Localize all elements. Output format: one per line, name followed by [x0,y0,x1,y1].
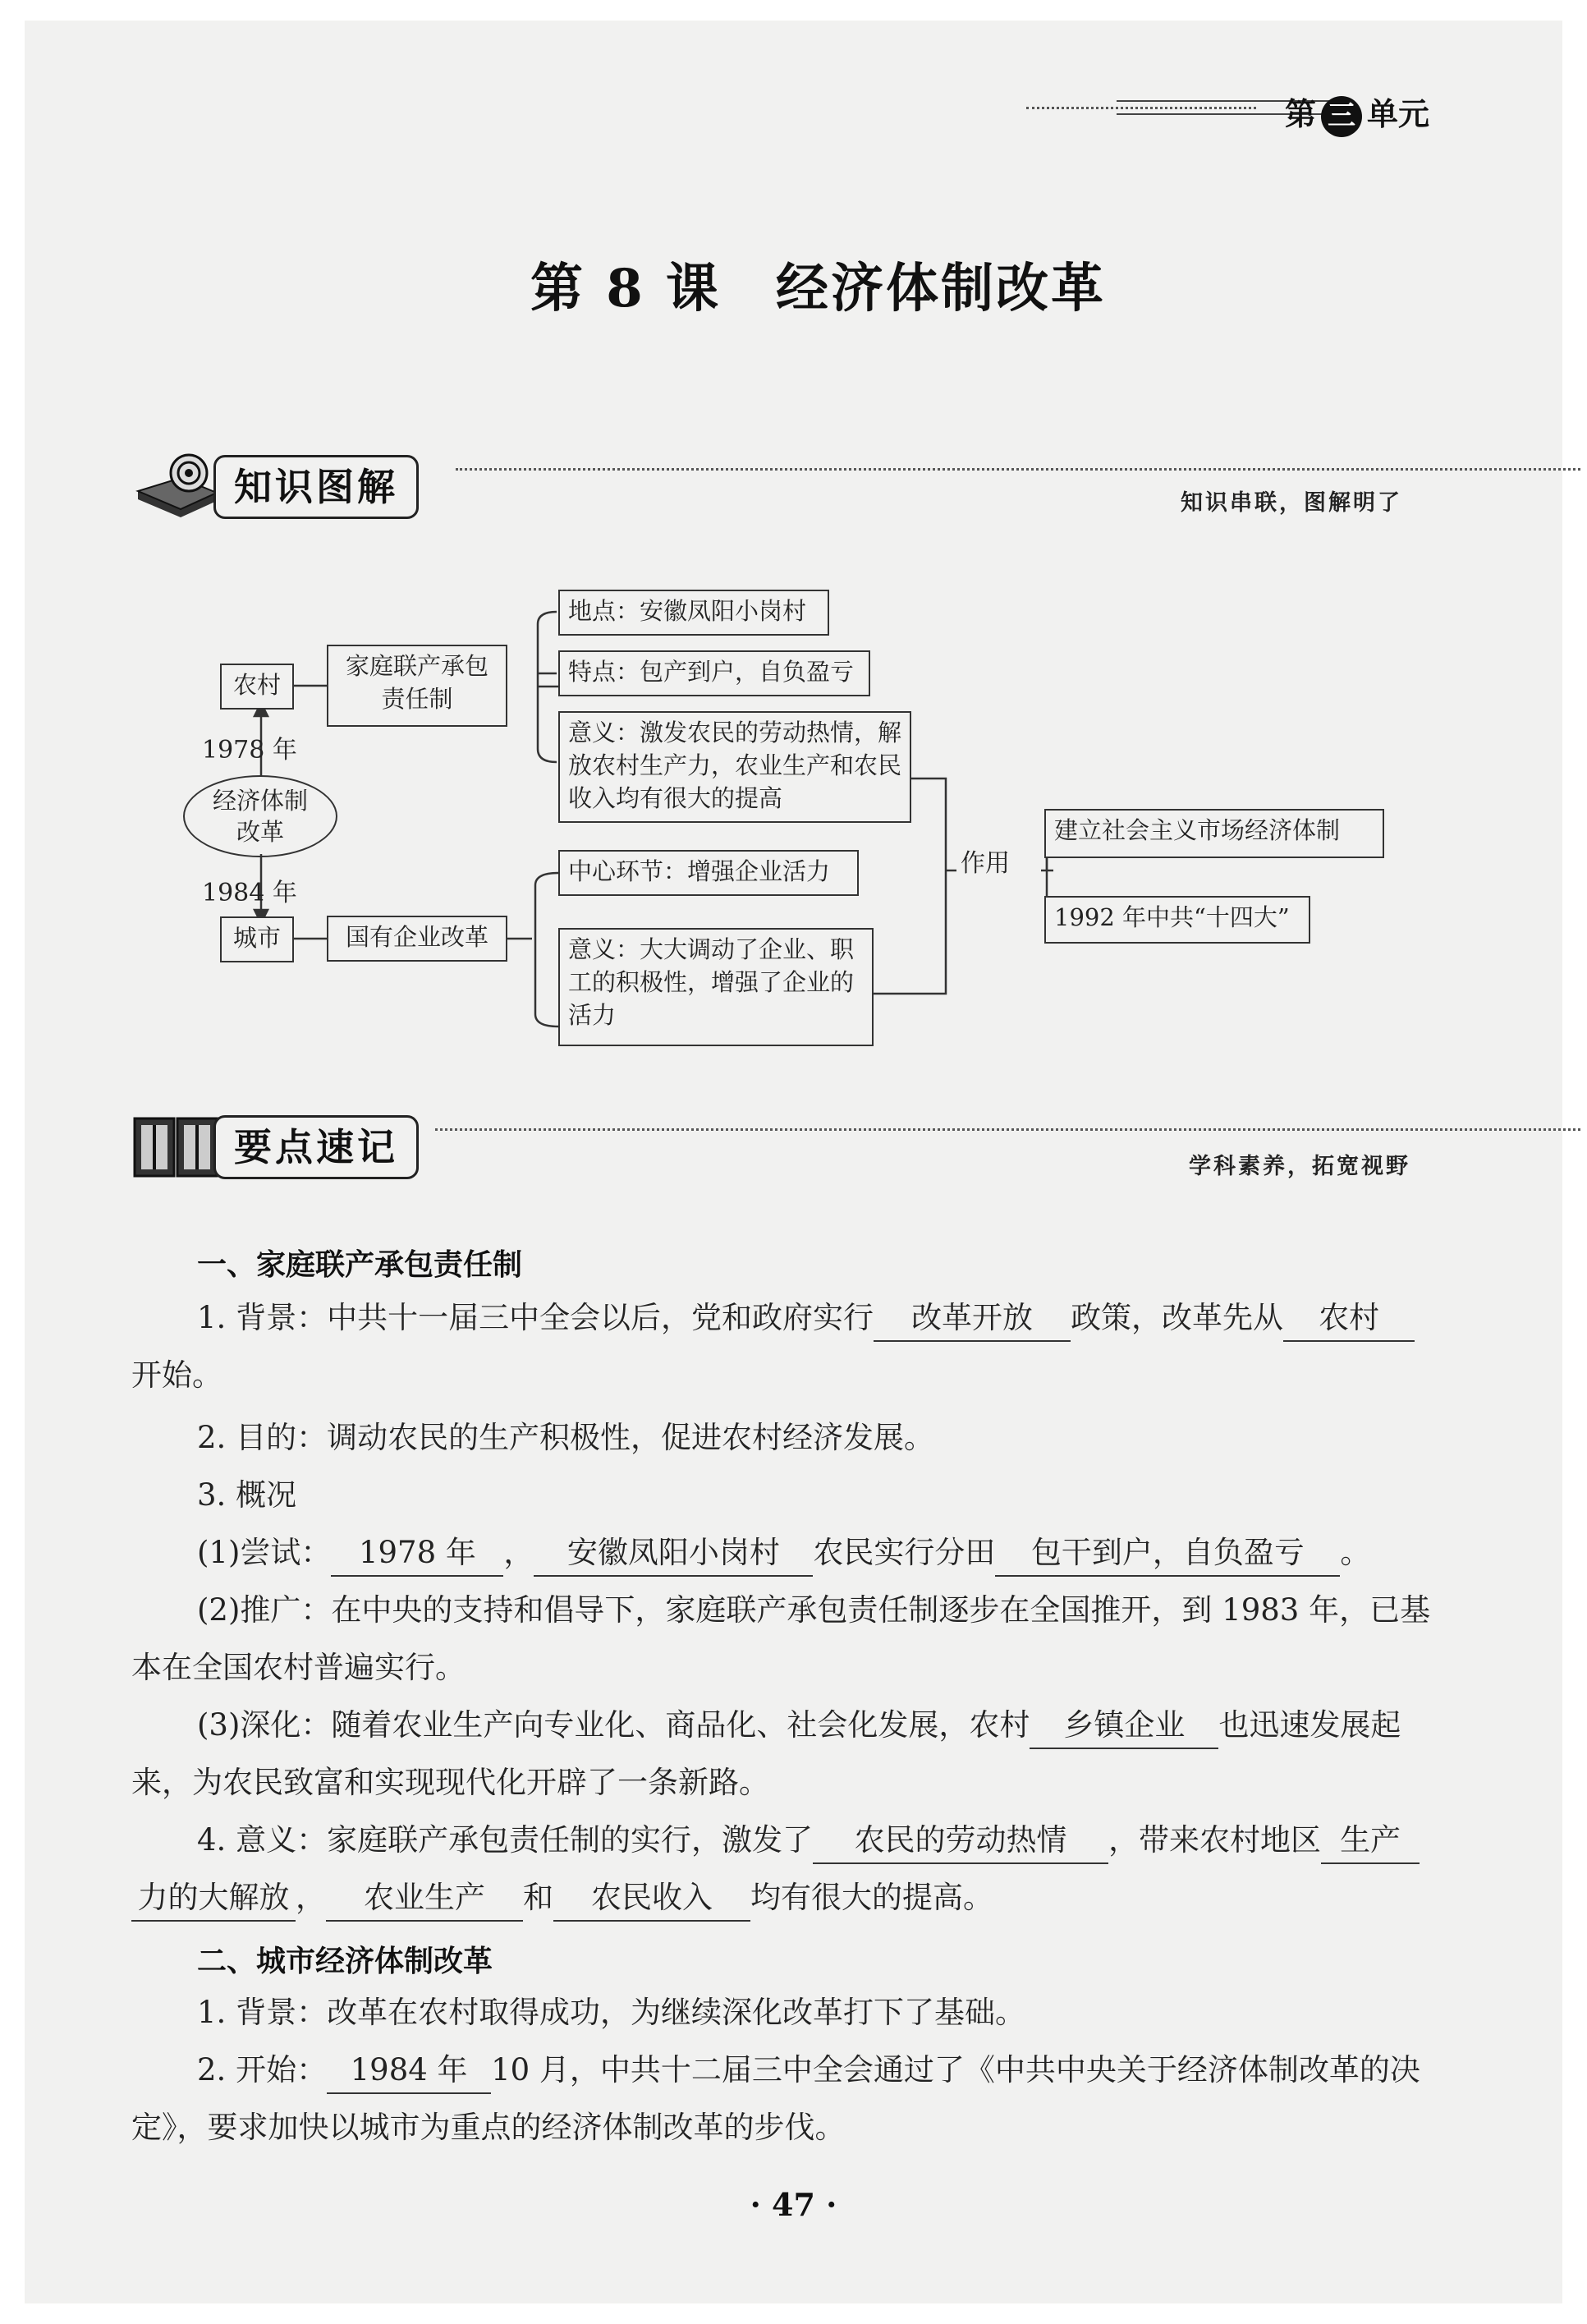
node-place: 地点：安徽凤阳小岗村 [558,590,829,636]
heading-city-reform: 二、城市经济体制改革 [197,1945,493,1978]
heading-household-responsibility: 一、家庭联产承包责任制 [197,1248,523,1282]
book-target-icon [131,450,222,524]
paragraph-city-background: 1. 背景：改革在农村取得成功，为继续深化改革打下了基础。 [197,1995,1026,2030]
node-center-reform: 经济体制改革 [183,775,337,857]
unit-header [1026,89,1453,130]
section-subtitle: 知识串联，图解明了 [1181,490,1402,516]
node-household-responsibility: 家庭联产承包责任制 [327,645,507,727]
unit-number-badge: 三 [1321,96,1362,137]
node-meaning-city: 意义：大大调动了企业、职工的积极性，增强了企业的活力 [558,928,874,1046]
node-effect-label: 作用 [961,849,1010,878]
node-countryside: 农村 [220,664,294,710]
unit-label: 第 三 单元 [1285,89,1429,137]
node-market-economy: 建立社会主义市场经济体制 [1044,809,1384,858]
page-number: · 47 · [750,2186,837,2223]
paragraph-overview: 3. 概况 [197,1477,297,1513]
paragraph-deepening: (3)深化：随着农业生产向专业化、商品化、社会化发展，农村 乡镇企业 也迅速发展起来，为农民致富和实现现代化开辟了一条新路。 [131,1697,1445,1812]
open-book-icon [131,1110,222,1184]
node-soe-reform: 国有企业改革 [327,916,507,962]
node-city: 城市 [220,916,294,962]
node-year-1978: 1978 年 [202,736,297,765]
node-fourteenth-congress: 1992 年中共“十四大” [1044,896,1310,944]
paragraph-promotion: (2)推广：在中央的支持和倡导下，家庭联产承包责任制逐步在全国推开，到 1983 年，已基本在全国农村普遍实行。 [131,1592,1431,1685]
paragraph-purpose: 2. 目的：调动农民的生产积极性，促进农村经济发展。 [197,1420,935,1455]
node-year-1984: 1984 年 [202,879,297,907]
node-meaning-countryside: 意义：激发农民的劳动热情，解放农村生产力，农业生产和农民收入均有很大的提高 [558,711,911,823]
section-label: 要点速记 [213,1115,419,1179]
lesson-title: 第 8 课 经济体制改革 [530,258,1107,319]
section-label: 知识图解 [213,455,419,519]
node-core-link: 中心环节：增强企业活力 [558,850,859,896]
paragraph-significance: 4. 意义：家庭联产承包责任制的实行，激发了 农民的劳动热情 ，带来农村地区 生产 力的大解放 ， 农业生产 和 农民收入 均有很大的提高。 [131,1812,1445,1927]
paragraph-trial: (1)尝试： 1978 年 ， 安徽凤阳小岗村 农民实行分田 包干到户，自负盈亏 。 [131,1524,1445,1582]
section-subtitle: 学科素养，拓宽视野 [1189,1154,1410,1179]
node-feature: 特点：包产到户，自负盈亏 [558,650,870,696]
paragraph-background: 1. 背景：中共十一届三中全会以后，党和政府实行 改革开放 政策，改革先从 农村 开始。 [131,1289,1445,1404]
paragraph-city-start: 2. 开始： 1984 年 10 月，中共十二届三中全会通过了《中共中央关于经济体制改革的决定》，要求加快以城市为重点的经济体制改革的步伐。 [131,2042,1445,2156]
